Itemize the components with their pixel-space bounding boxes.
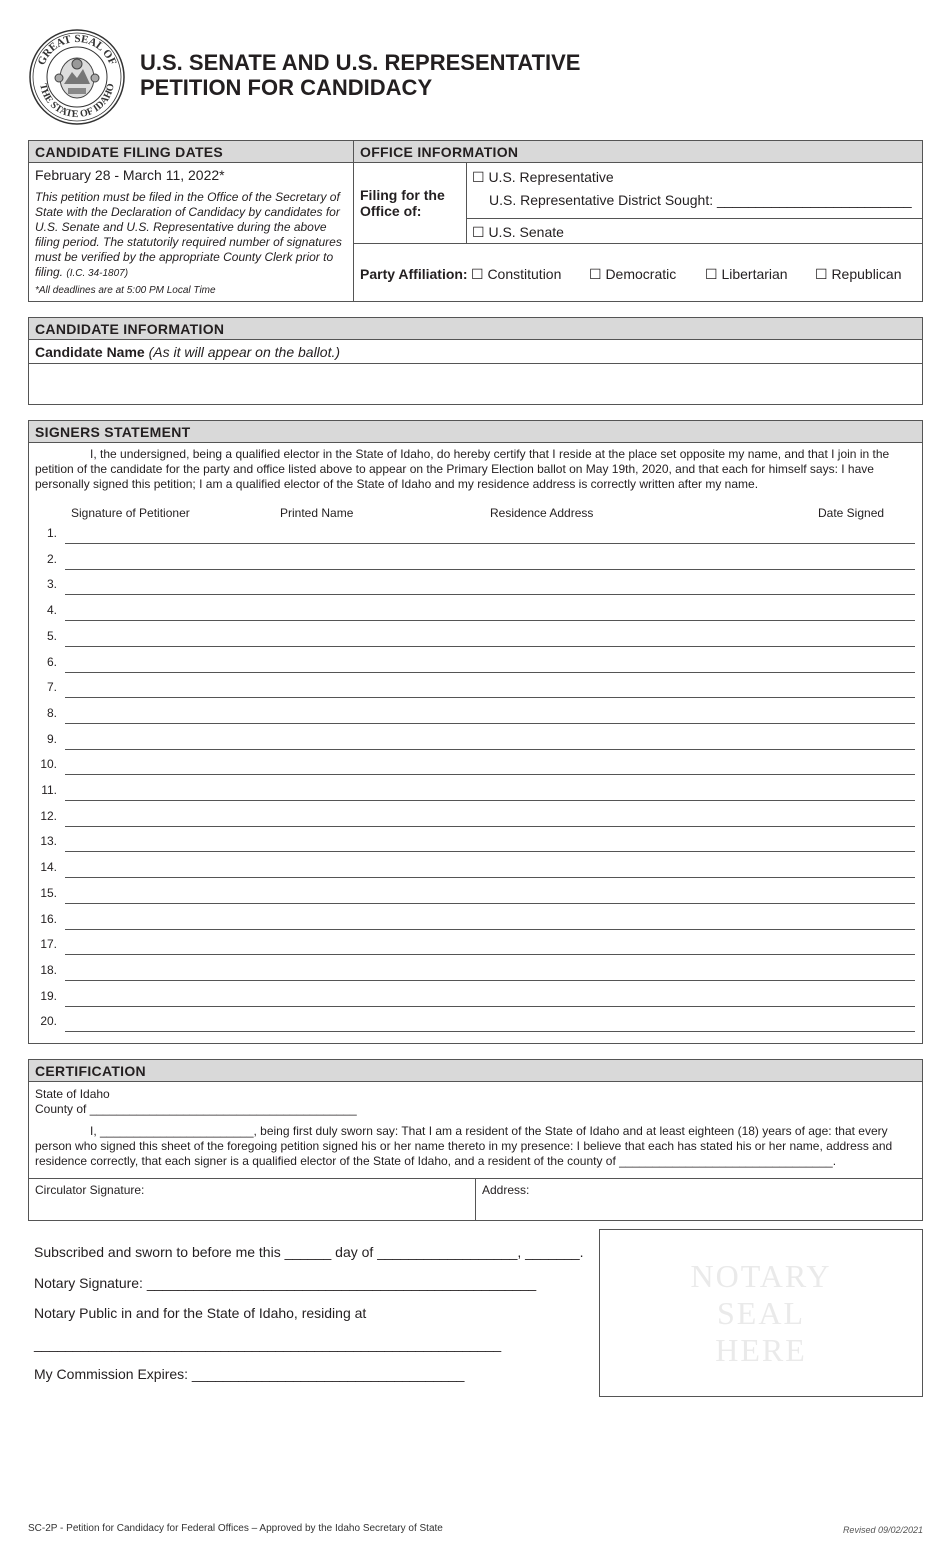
filing-for-label	[360, 187, 445, 219]
senate-row-divider	[466, 218, 922, 219]
signers-header: SIGNERS STATEMENT	[29, 421, 922, 443]
row-number: 20.	[40, 1014, 57, 1029]
row-number: 8.	[46, 705, 57, 720]
subscribed-line[interactable]: Subscribed and sworn to before me this ______ day of __________________, _______.	[34, 1244, 584, 1260]
notary-public-line: Notary Public in and for the State of Idaho, residing at	[34, 1305, 367, 1321]
candidate-info-section	[28, 317, 923, 405]
us-senate-checkbox[interactable]: ☐ U.S. Senate	[472, 224, 564, 240]
row-number: 7.	[46, 680, 57, 695]
signature-line-20[interactable]	[65, 1031, 915, 1032]
filing-instructions-text: This petition must be filed in the Office of the Secretary of State with the Declaration of Candidacy by candidates for U.S. Senate and U.S. Representative during the above filing period. The statutorily required number of signatures must be verified by the appropriate County Clerk prior to filing.	[35, 190, 342, 279]
row-number: 18.	[40, 962, 57, 977]
filing-dates-header: CANDIDATE FILING DATES	[29, 141, 353, 163]
filing-dates-value: February 28 - March 11, 2022*	[35, 167, 225, 183]
row-number: 12.	[40, 808, 57, 823]
signature-line-2[interactable]	[65, 569, 915, 570]
signature-line-11[interactable]	[65, 800, 915, 801]
state-of-idaho: State of Idaho	[35, 1087, 110, 1101]
row-number: 16.	[40, 911, 57, 926]
title-line-2: PETITION FOR CANDIDACY	[140, 75, 433, 100]
signature-line-14[interactable]	[65, 877, 915, 878]
party-constitution-checkbox[interactable]: ☐ Constitution	[471, 266, 562, 282]
col-printed-name: Printed Name	[280, 506, 354, 520]
filing-for-label-line1: Filing for the	[360, 187, 445, 203]
office-info-panel	[354, 141, 922, 301]
row-number: 17.	[40, 937, 57, 952]
row-number: 2.	[46, 551, 57, 566]
party-affiliation-label: Party Affiliation:	[360, 266, 468, 282]
seal-placeholder-line2: SEAL	[717, 1295, 805, 1331]
signers-section	[28, 420, 923, 1044]
notary-residence-field[interactable]: ____________________________________________________________	[34, 1336, 502, 1352]
certification-section	[28, 1059, 923, 1221]
filing-for-label-line2: Office of:	[360, 203, 422, 219]
row-number: 19.	[40, 988, 57, 1003]
county-of-field[interactable]: County of ________________________________________	[35, 1102, 357, 1116]
candidate-name-input[interactable]	[29, 363, 922, 405]
row-number: 5.	[46, 628, 57, 643]
row-number: 1.	[46, 526, 57, 540]
signers-statement: I, the undersigned, being a qualified elector in the State of Idaho, do hereby certify that I reside at the place set opposite my name, and that I join in the petition of the candidate for the party and office listed above to appear on the Primary Election ballot on May 19th, 2020, and that each for himself says: I have personally signed this petition; I am a qualified elector of the State of Idaho and my residence address is correctly written after my name.	[35, 447, 890, 491]
seal-top-text: GREAT SEAL OF	[35, 32, 119, 68]
candidate-info-header: CANDIDATE INFORMATION	[29, 318, 922, 340]
col-signature: Signature of Petitioner	[71, 506, 190, 520]
party-row-divider	[354, 243, 922, 244]
candidate-name-label-text: Candidate Name	[35, 344, 145, 360]
oath-text: I, _______________________, being first duly sworn say: That I am a resident of the State of Idaho and at least eighteen (18) years of age: that every person who signed this sheet of the foregoing petition signed his or her name thereto in my presence: I believe that each has stated his or her name, address and residence correctly, that each signer is a qualified elector of the State of Idaho, and a resident of the county of ________________________________.	[35, 1124, 893, 1168]
signature-line-8[interactable]	[65, 723, 915, 724]
row-number: 4.	[46, 603, 57, 618]
signature-line-4[interactable]	[65, 620, 915, 621]
office-options-divider	[466, 163, 467, 243]
circulator-address-label: Address:	[482, 1183, 530, 1197]
signature-line-19[interactable]	[65, 1006, 915, 1007]
signature-line-12[interactable]	[65, 826, 915, 827]
signature-line-13[interactable]	[65, 851, 915, 852]
filing-instructions	[35, 190, 350, 281]
signature-line-6[interactable]	[65, 672, 915, 673]
row-number: 3.	[46, 577, 57, 592]
row-number: 14.	[40, 860, 57, 875]
signature-line-1[interactable]	[65, 543, 915, 544]
circulator-signature-field[interactable]	[29, 1179, 476, 1220]
circulator-signature-label: Circulator Signature:	[35, 1183, 145, 1197]
row-number: 6.	[46, 654, 57, 669]
revised-date: Revised 09/02/2021	[842, 1525, 923, 1535]
party-libertarian-checkbox[interactable]: ☐ Libertarian	[705, 266, 788, 282]
col-residence: Residence Address	[490, 506, 594, 520]
candidate-name-label	[35, 344, 340, 360]
signature-line-16[interactable]	[65, 929, 915, 930]
certification-header: CERTIFICATION	[29, 1060, 922, 1082]
row-number: 13.	[40, 834, 57, 849]
row-number: 10.	[40, 757, 57, 772]
us-representative-checkbox[interactable]: ☐ U.S. Representative	[472, 169, 614, 185]
district-sought-field[interactable]: U.S. Representative District Sought: _________________________	[489, 192, 912, 208]
notary-signature-line[interactable]: Notary Signature: __________________________________________________	[34, 1275, 537, 1291]
page-title	[140, 50, 580, 100]
candidate-name-note: (As it will appear on the ballot.)	[148, 344, 341, 360]
row-number: 15.	[40, 885, 57, 900]
title-line-1: U.S. SENATE AND U.S. REPRESENTATIVE	[140, 50, 581, 75]
form-id-footer: SC-2P - Petition for Candidacy for Federal Offices – Approved by the Idaho Secretary of State	[28, 1523, 443, 1534]
commission-expires-line[interactable]: My Commission Expires: ___________________________________	[34, 1366, 465, 1382]
signature-line-10[interactable]	[65, 774, 915, 775]
statute-reference: (I.C. 34-1807)	[66, 268, 129, 279]
signature-line-18[interactable]	[65, 980, 915, 981]
signature-line-3[interactable]	[65, 594, 915, 595]
signature-line-17[interactable]	[65, 954, 915, 955]
filing-dates-panel	[29, 141, 354, 301]
notary-seal-placeholder	[600, 1258, 922, 1369]
seal-placeholder-line3: HERE	[715, 1332, 807, 1368]
signature-line-5[interactable]	[65, 646, 915, 647]
circulator-address-field[interactable]	[476, 1179, 922, 1220]
state-seal	[28, 28, 126, 126]
notary-seal-box	[599, 1229, 923, 1397]
row-number: 11.	[41, 783, 57, 797]
signature-line-7[interactable]	[65, 697, 915, 698]
signature-line-9[interactable]	[65, 749, 915, 750]
signature-line-15[interactable]	[65, 903, 915, 904]
filing-office-section	[28, 140, 923, 302]
row-number: 9.	[46, 731, 57, 746]
party-republican-checkbox[interactable]: ☐ Republican	[815, 266, 902, 282]
party-democratic-checkbox[interactable]: ☐ Democratic	[589, 266, 677, 282]
seal-placeholder-line1: NOTARY	[690, 1258, 832, 1294]
seal-bottom-text: THE STATE OF IDAHO	[37, 82, 117, 121]
office-info-header: OFFICE INFORMATION	[354, 141, 922, 163]
col-date-signed: Date Signed	[818, 506, 885, 520]
deadline-note: *All deadlines are at 5:00 PM Local Time	[35, 285, 216, 296]
